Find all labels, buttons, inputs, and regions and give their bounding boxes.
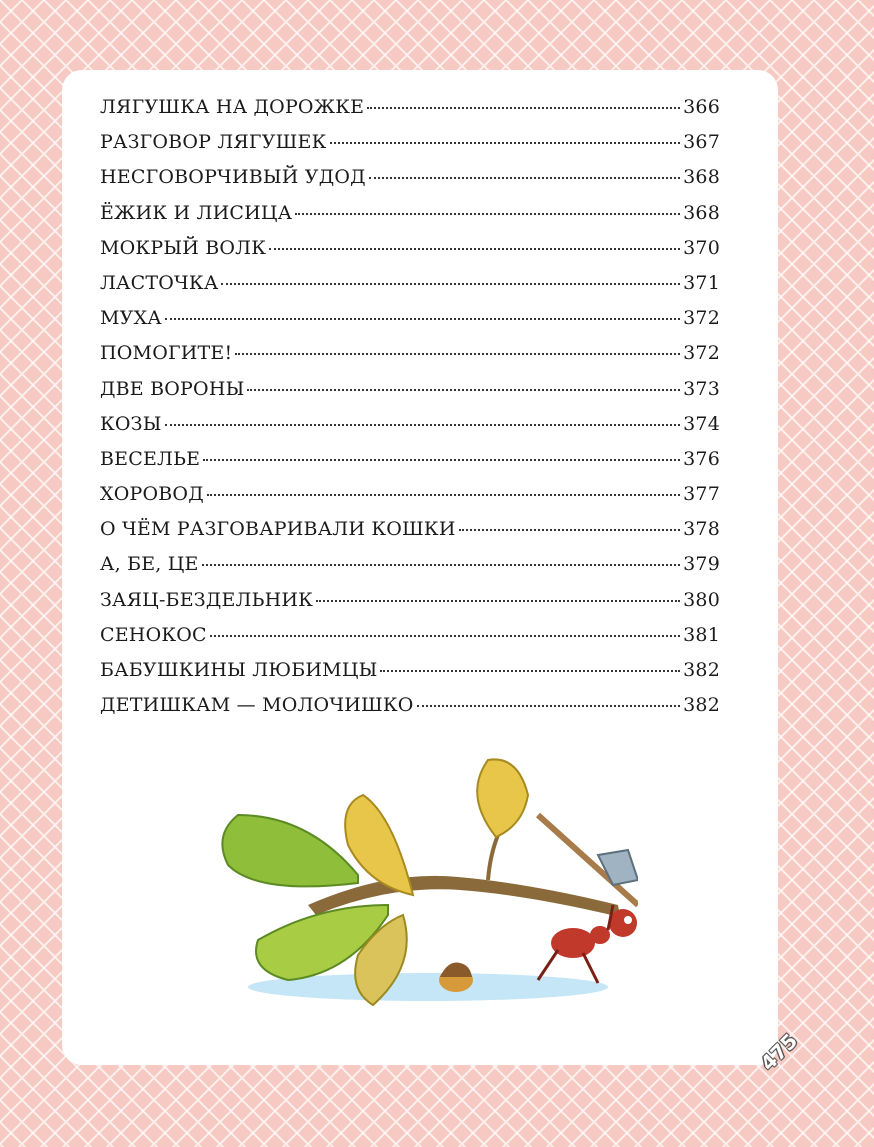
toc-entry-leader-dots [203,459,680,461]
toc-entry-title: А, БЕ, ЦЕ [100,553,199,576]
toc-entry-leader-dots [221,283,680,285]
toc-entry-leader-dots [202,564,681,566]
toc-entry [100,272,720,307]
toc-entry-leader-dots [459,529,681,531]
toc-entry [100,483,720,518]
toc-entry-leader-dots [165,424,681,426]
toc-entry-page: 371 [683,271,720,294]
content-card [62,70,778,1065]
toc-entry-leader-dots [247,389,680,391]
ant-head [609,909,637,937]
toc-entry-title: ЛАСТОЧКА [100,271,219,294]
toc-entry-title: МОКРЫЙ ВОЛК [100,236,267,259]
toc-entry-title: ЛЯГУШКА НА ДОРОЖКЕ [100,96,365,118]
toc-entry [100,694,720,729]
toc-entry-title: ДВЕ ВОРОНЫ [100,377,245,400]
acorn-cap [440,963,472,977]
toc-entry-leader-dots [316,600,680,602]
ant-leg [583,953,598,983]
toc-entry-title: ЗАЯЦ-БЕЗДЕЛЬНИК [100,588,314,611]
toc-entry [100,237,720,272]
leaf-top [477,759,528,837]
twig [488,835,498,880]
toc-entry-page: 378 [683,518,720,541]
toc-entry-leader-dots [330,142,681,144]
toc-entry [100,413,720,448]
toc-entry-page: 370 [683,236,720,259]
toc-entry-leader-dots [380,670,680,672]
toc-entry-title: ЁЖИК И ЛИСИЦА [100,201,293,224]
leaf-left-upper [222,815,358,886]
toc-entry-leader-dots [367,107,680,109]
toc-entry-leader-dots [295,213,680,215]
toc-entry-page: 381 [683,623,720,646]
toc-entry-page: 380 [683,588,720,611]
toc-entry-title: ДЕТИШКАМ — МОЛОЧИШКО [100,694,414,717]
toc-entry-page: 367 [683,131,720,154]
oak-branch-ant-illustration [198,755,638,1015]
toc-entry [100,624,720,659]
table-of-contents [100,96,720,729]
toc-entry-page: 376 [683,447,720,470]
toc-entry-title: МУХА [100,307,162,330]
toc-entry-leader-dots [235,353,680,355]
toc-entry [100,378,720,413]
toc-entry-title: ПОМОГИТЕ! [100,342,233,365]
toc-entry-page: 368 [683,201,720,224]
toc-entry-title: СЕНОКОС [100,623,207,646]
toc-entry-leader-dots [165,318,680,320]
toc-entry-page: 373 [683,377,720,400]
toc-entry-title: РАЗГОВОР ЛЯГУШЕК [100,131,327,154]
toc-entry-page: 372 [683,307,720,330]
toc-entry [100,96,720,131]
toc-entry-leader-dots [207,494,680,496]
toc-entry-leader-dots [269,248,680,250]
ant-leg [538,950,558,980]
toc-entry-title: О ЧЁМ РАЗГОВАРИВАЛИ КОШКИ [100,518,456,541]
toc-entry-leader-dots [210,635,680,637]
toc-entry [100,202,720,237]
toc-entry-page: 366 [683,96,720,118]
toc-entry-title: КОЗЫ [100,412,162,435]
toc-entry [100,659,720,694]
toc-entry [100,589,720,624]
toc-entry-leader-dots [369,177,680,179]
toc-entry-title: ХОРОВОД [100,483,204,506]
toc-entry-leader-dots [417,705,681,707]
toc-entry-page: 377 [683,483,720,506]
toc-entry-title: БАБУШКИНЫ ЛЮБИМЦЫ [100,659,378,681]
ant-abdomen [551,928,595,958]
toc-entry-title: ВЕСЕЛЬЕ [100,447,201,470]
toc-entry [100,342,720,377]
toc-entry [100,553,720,588]
toc-entry-page: 372 [683,342,720,365]
toc-entry-page: 379 [683,553,720,576]
toc-entry-page: 374 [683,412,720,435]
toc-entry-page: 382 [683,694,720,717]
toc-entry [100,307,720,342]
toc-entry [100,131,720,166]
toc-entry-page: 368 [683,166,720,189]
page-number: 475 [755,1028,803,1076]
ant-eye [624,916,632,924]
toc-entry-page: 382 [683,659,720,681]
axe-head [598,850,638,885]
toc-entry [100,518,720,553]
toc-entry [100,166,720,201]
toc-entry-title: НЕСГОВОРЧИВЫЙ УДОД [100,166,366,189]
toc-entry [100,448,720,483]
